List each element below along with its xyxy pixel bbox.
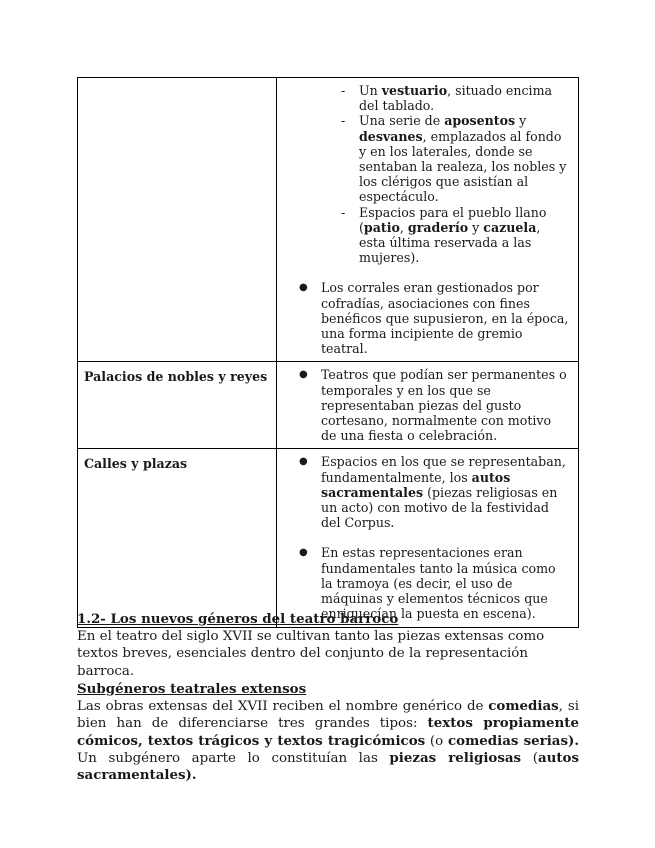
subsection-paragraph: Las obras extensas del XVII reciben el nombre genérico de comedias, si bien han de diferenciarse tres grandes tipos: textos propiamente cómicos, textos trágicos y textos tragicómicos (o comedias serias). Un subgénero aparte lo constituían las piezas religiosas (autos sacramentales). (77, 698, 580, 784)
list-item: - Un vestuario, situado encima del tablado. (359, 83, 570, 113)
list-item: ● En estas representaciones eran fundamentales tanto la música como la tramoya (es decir, el uso de máquinas y elementos técnicos que enriquecían la puesta en escena). (321, 545, 570, 621)
list-item: - Una serie de aposentos y desvanes, emplazados al fondo y en los laterales, donde se sentaban la realeza, los nobles y los clérigos que asistían al espectáculo. (359, 113, 570, 204)
list-item: ● Espacios en los que se representaban, fundamentalmente, los autos sacramentales (piezas religiosas en un acto) con motivo de la festividad del Corpus. (321, 454, 570, 530)
section-paragraph: En el teatro del siglo XVII se cultivan tanto las piezas extensas como textos breves, esenciales dentro del conjunto de la representación barroca. (77, 629, 545, 679)
subsection-heading: Subgéneros teatrales extensos (77, 681, 307, 697)
table-row (78, 449, 579, 627)
row-label-empty (78, 78, 277, 362)
row-content (277, 362, 579, 449)
bullet-list (277, 454, 570, 621)
table-row (78, 362, 579, 449)
list-item: ● Los corrales eran gestionados por cofradías, asociaciones con fines benéficos que supusieron, en la época, una forma incipiente de gremio teatral. (321, 280, 570, 356)
row-content (277, 78, 579, 362)
bullet-list (277, 280, 570, 356)
dash-list (277, 83, 570, 265)
theatre-venues-table (77, 77, 579, 628)
section-genres (77, 611, 579, 680)
bullet-list (277, 367, 570, 443)
row-label: Palacios de nobles y reyes (78, 362, 277, 449)
list-item: ● Teatros que podían ser permanentes o temporales y en los que se representaban piezas del gusto cortesano, normalmente con motivo de una fiesta o celebración. (321, 367, 570, 443)
table-row (78, 78, 579, 362)
subsection-extensos (77, 681, 579, 784)
row-label: Calles y plazas (78, 449, 277, 627)
list-item: - Espacios para el pueblo llano (patio, graderío y cazuela, esta última reservada a las mujeres). (359, 205, 570, 266)
row-content (277, 449, 579, 627)
section-heading: 1.2- Los nuevos géneros del teatro barroco (77, 611, 399, 627)
